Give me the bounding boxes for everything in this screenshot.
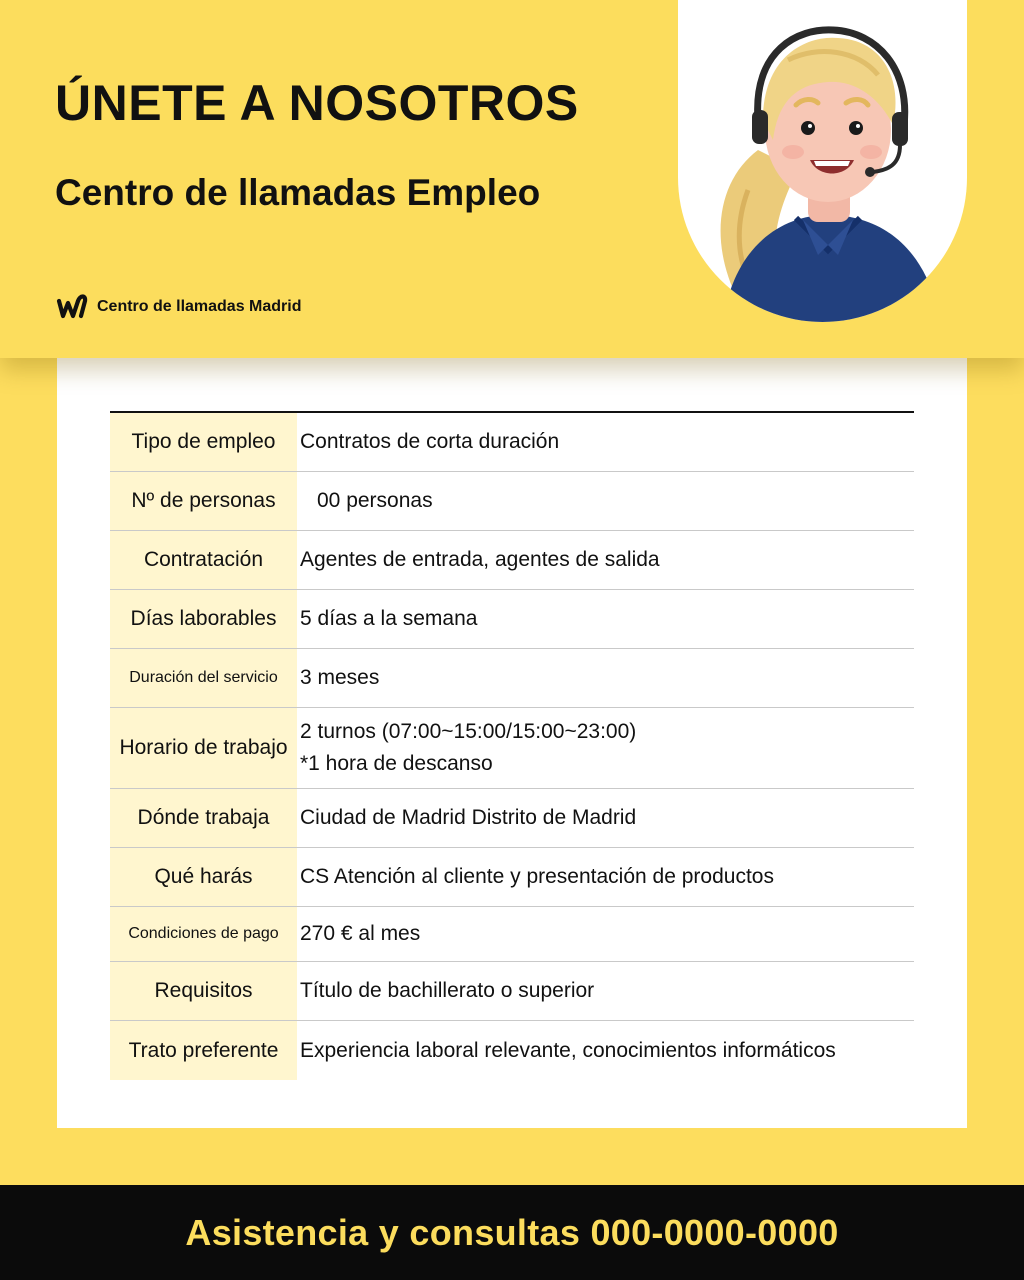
table-row [110, 1021, 914, 1080]
row-value [297, 426, 914, 458]
row-value-line: Contratos de corta duración [300, 430, 560, 453]
row-value [297, 802, 914, 834]
row-value [297, 1035, 914, 1067]
job-details-table [110, 411, 914, 1080]
row-label: Qué harás [110, 848, 297, 906]
row-label: Contratación [110, 531, 297, 589]
row-label: Horario de trabajo [110, 708, 297, 788]
table-row [110, 413, 914, 472]
row-value-line: 270 € al mes [300, 922, 421, 945]
row-value-line: CS Atención al cliente y presentación de productos [300, 865, 774, 888]
row-value [297, 603, 914, 635]
row-value-line: Ciudad de Madrid Distrito de Madrid [300, 806, 637, 829]
row-value-line: *1 hora de descanso [300, 752, 493, 775]
table-row [110, 590, 914, 649]
row-value [297, 485, 914, 517]
brand-logo-icon [55, 292, 89, 322]
call-center-agent-avatar [678, 0, 967, 322]
row-label: Condiciones de pago [110, 907, 297, 961]
row-label: Nº de personas [110, 472, 297, 530]
row-value [297, 975, 914, 1007]
table-row [110, 708, 914, 789]
table-row [110, 472, 914, 531]
row-label: Días laborables [110, 590, 297, 648]
footer-contact-bar [0, 1185, 1024, 1280]
brand [55, 292, 302, 322]
row-value [297, 662, 914, 694]
brand-name: Centro de llamadas Madrid [97, 298, 302, 315]
row-value [297, 544, 914, 576]
table-row [110, 962, 914, 1021]
row-value-line: Agentes de entrada, agentes de salida [300, 548, 660, 571]
row-value-line: 3 meses [300, 666, 380, 689]
row-label: Tipo de empleo [110, 413, 297, 471]
avatar-card [678, 0, 967, 322]
page-subtitle: Centro de llamadas Empleo [55, 172, 541, 213]
row-value-line: Título de bachillerato o superior [300, 979, 595, 1002]
row-value-line: 2 turnos (07:00~15:00/15:00~23:00) [300, 720, 637, 743]
header-banner [0, 0, 1024, 358]
table-row [110, 531, 914, 590]
row-value-line: 00 personas [317, 489, 433, 512]
row-value [297, 861, 914, 893]
table-row [110, 649, 914, 708]
row-label: Duración del servicio [110, 649, 297, 707]
table-row [110, 848, 914, 907]
table-row [110, 789, 914, 848]
row-value-line: 5 días a la semana [300, 607, 478, 630]
row-label: Trato preferente [110, 1021, 297, 1080]
contact-text: Asistencia y consultas 000-0000-0000 [185, 1211, 839, 1253]
table-row [110, 907, 914, 962]
row-label: Requisitos [110, 962, 297, 1020]
page-title: ÚNETE A NOSOTROS [55, 75, 579, 131]
row-value-line: Experiencia laboral relevante, conocimientos informáticos [300, 1038, 836, 1062]
row-label: Dónde trabaja [110, 789, 297, 847]
row-value [297, 918, 914, 950]
row-value [297, 716, 914, 780]
